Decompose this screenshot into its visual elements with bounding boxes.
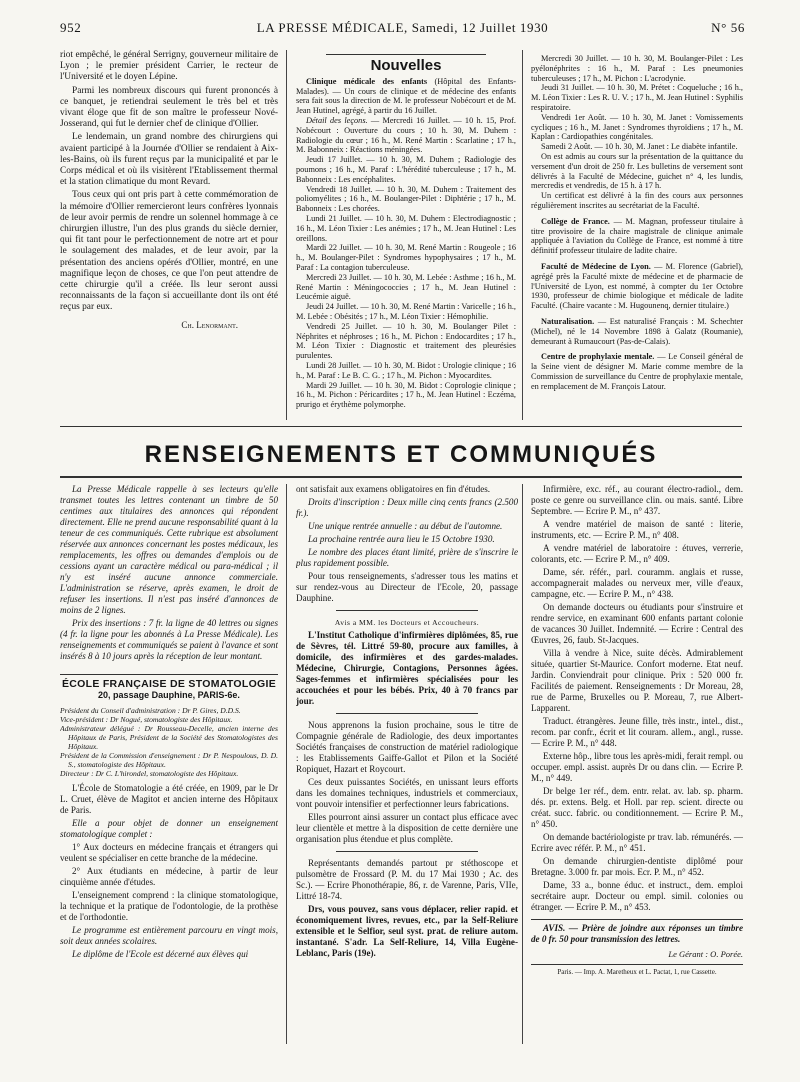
ecole-paragraph: L'enseignement comprend : la clinique stomatologique, la technique et la pratique de l'odontologie, de la prothèse et de l'orthodontie. [60,890,278,922]
clinic-place: (Hôpital des Enfants-Malades). [296,76,516,96]
lyon-heading: Faculté de Médecine de Lyon. [541,261,651,271]
classified-ad: Villa à vendre à Nice, suite décès. Admirablement située, quartier St-Maurice. Confort moderne. Etat neuf. Jardin. Conviendrait pour clinique. Prix : 520 000 fr. Facilités de paiement. Renseignements : Dr Moreau, 28, rue de Parme, Bruxelles ou P. Moreau, 7, rue Albert-Lapparent. [531,648,743,713]
separator-rule [336,851,478,852]
classified-ad: Externe hôp., libre tous les après-midi, ferait rempl. ou occuper. empl. assist. auprès Dr ou dans clin. — Ecrire P. M., n° 449. [531,751,743,783]
ecole-paragraph: 1° Aux docteurs en médecine français et étrangers qui veulent se spécialiser en cette branche de la médecine. [60,842,278,863]
ecole-paragraph: L'École de Stomatologie a été créée, en 1909, par le Dr L. Cruet, élève de Magitot et ancien interne des Hôpitaux de Paris. [60,783,278,815]
classified-ad: Dr belge 1er réf., dem. entr. relat. av. lab. sp. pharm. dés. pr. extens. Belg. et Holl. par rep. scient. directe ou créat. succ. fabric. ou conditionnement. — Ecrire P. M., n° 450. [531,786,743,829]
representants-ad: Représentants demandés partout pr stéthoscope et pulsomètre de Frossard (P. M. du 17 Mai 1930 ; Ac. des Sc.). — Ecrire Phonothérapie, 86, r. de Varenne, Paris, VIIe, Littré 18-74. [296,858,518,901]
section-rule [326,54,486,55]
lyon-item [531,262,743,311]
nouvelles-column [296,54,516,420]
lesson-entry: Jeudi 17 Juillet. — 10 h. 30, M. Duhem ; Radiologie des poumons ; 16 h., M. Paraf : L'hérédité tuberculeuse ; 17 h., M. Babonneix : Les encéphalites. [296,155,516,184]
clinic-announcement [296,77,516,116]
classified-ad: On demande bactériologiste pr trav. lab. rémunérés. — Ecrire avec référ. P. M., n° 451. [531,832,743,853]
classified-column [531,484,743,1044]
lesson-entry: Lundi 28 Juillet. — 10 h. 30, M. Bidot : Urologie clinique ; 16 h., M. Paraf : Le B. C. G. ; 17 h., M. Pichon : Myocardites. [296,360,516,380]
intro-paragraph: Parmi les nombreux discours qui furent prononcés à ce banquet, je retiendrai seulement le très bel et très vivant éloge que fit de son maître le professeur Nové-Josserand, qui fut le dernier chef de clinique d'Ollier. [60,85,278,130]
classified-ad: A vendre matériel de maison de santé : literie, instruments, etc. — Ecrire P. M., n° 408. [531,519,743,540]
ecole-paragraph: ont satisfait aux examens obligatoires en fin d'études. [296,484,491,494]
ecole-paragraph: La prochaine rentrée aura lieu le 15 Octobre 1930. [308,534,495,544]
notice-column [60,484,278,1044]
ecole-paragraph: Pour tous renseignements, s'adresser tous les matins et sur rendez-vous au Directeur de l'Ecole, 20, passage Dauphine. [296,571,518,603]
admission-text: On est admis au cours sur la présentation de la quittance du versement d'un droit de 250 fr. Les bulletins de versement sont délivrés à la Faculté de Médecine, guichet n° 4, les lundis, mercredis et vendredis, de 15 h. à 17 h. [531,151,743,191]
section-separator [60,426,742,427]
lyon-text: — M. Florence (Gabriel), agrégé près la Faculté mixte de médecine et de pharmacie de l'Université de Lyon, est nommé, à compter du 1er Octobre 1930, professeur de chimie biologique et médicale de ladite Faculté. (Chaire vacante : M. Hugounenq, dernier titulaire.) [531,261,743,311]
classified-ad: On demande chirurgien-dentiste diplômé pour Bretagne. 3.000 fr. par mois. Ecr. P. M., n° 452. [531,856,743,877]
certificate-text: Un certificat est délivré à la fin des cours aux personnes régulièrement inscrites au secrétariat de la Faculté. [531,191,743,210]
prices-text: Prix des insertions : 7 fr. la ligne de 40 lettres ou signes (4 fr. la ligne pour les abonnés à La Presse Médicale). Les renseignements et communiqués se paient à l'avance et sont insérés 8 à 10 jours après la réception de leur montant. [60,618,278,661]
intro-paragraph: riot empêché, le général Serrigny, gouverneur militaire de Lyon ; le premier président Carrier, le recteur de l'Université et le doyen Lépine. [60,50,278,83]
classified-ad: Infirmière, exc. réf., au courant électro-radiol., dem. poste ce genre ou surveillance clin. ou mais. santé. Libre Septembre. — Ecrire P. M., n° 437. [531,484,743,516]
imprint-line: Paris. — Imp. A. Maretheux et L. Pactat, 1, rue Cassette. [531,964,743,978]
signature: Ch. Lenormant. [181,319,238,330]
catholique-ad: L'Institut Catholique d'infirmières diplômées, 85, rue de Sèvres, tél. Littré 59-80, procure aux familles, à domicile, des infirmières et des gardes-malades. Médecine, Chirurgie, Contagions, Personnes âgées. Sages-femmes et infirmières spécialisées pour les accouchées et pour les bébés. Prix, 40 à 70 francs par jour. [296,630,518,706]
prophylaxie-item [531,352,743,391]
lesson-entry: Lundi 21 Juillet. — 10 h. 30, M. Duhem : Electrodiagnostic ; 16 h., M. Léon Tixier : Les anémies ; 17 h., M. Jean Hutinel : Les oreillons. [296,213,516,243]
staff-line: Président du Conseil d'administration : Dr P. Gires, D.D.S. [60,706,241,715]
page-number: 952 [60,20,82,35]
lesson-entry: Mardi 22 Juillet. — 10 h. 30, M. René Martin : Rougeole ; 16 h., M. Boulanger-Pilet : Syndromes hypophysaires ; 17 h., M. Paraf : La contagion tuberculeuse. [296,243,516,272]
avis-final: AVIS. — Prière de joindre aux réponses un timbre de 0 fr. 50 pour transmission des lettres. [531,923,743,944]
ecole-paragraph: Le diplôme de l'Ecole est décerné aux élèves qui [72,949,249,959]
ecole-paragraph: Une unique rentrée annuelle : au début de l'automne. [308,521,503,531]
detail-label: Détail des leçons. [306,115,368,125]
column-divider [522,50,523,420]
fusion-paragraph: Nous apprenons la fusion prochaine, sous le titre de Compagnie générale de Radiologie, des deux importantes Sociétés françaises de construction de matériel radiologique : les Etablissements Gaiffe-Gallot et Pilon et la Société Ropiquet, Hazart et Roycourt. [296,720,518,774]
page-header [60,20,745,38]
staff-line: Président de la Commission d'enseignement : Dr P. Nespoulous, D. D. S., stomatologiste des Hôpitaux. [60,751,278,769]
ecole-title: ÉCOLE FRANÇAISE DE STOMATOLOGIE [60,674,278,690]
ecole-paragraph: Elle a pour objet de donner un enseignement stomatologique complet : [60,818,278,839]
nouvelles-continued-column [531,54,743,420]
classified-ad: A vendre matériel de laboratoire : étuves, verrerie, colorants, etc. — Ecrire P. M., n° 409. [531,543,743,564]
ecole-paragraph: Le programme est entièrement parcouru en vingt mois, soit deux années scolaires. [60,925,278,946]
lesson-entry [296,116,516,155]
ecole-paragraph: 2° Aux étudiants en médecine, à partir de leur cinquième année d'études. [60,866,278,887]
intro-paragraph: Le lendemain, un grand nombre des chirurgiens qui avaient participé à la Journée d'Ollier se rendaient à Aix-les-Bains, où ils furent reçus par la municipalité et par le Corps médical et où ils visitèrent l'Etablissement thermal et la station climatique du mont Revard. [60,132,278,188]
avis-heading: Avis a MM. les Docteurs et Accoucheurs. [334,618,480,627]
clinic-heading: Clinique médicale des enfants [306,76,428,86]
issue-number: N° 56 [711,20,745,35]
college-item [531,217,743,256]
intro-paragraph: Tous ceux qui ont pris part à cette commémoration de la mémoire d'Ollier remercieront leurs confrères lyonnais de leur avoir permis de rendre un solennel hommage à ce chirurgien illustre, l'un des plus grands du siècle dernier, qui fit tant pour le perfectionnement de notre art et pour le soulagement des malades, et de leur avoir, par la présentation des anciens opérés d'Ollier, montré, en une magnifique leçon de choses, ce que l'on peut attendre de cette chirurgie qu'il a créée. Ils leur seront aussi reconnaissants de la façon si accueillante dont ils ont été reçus par eux. [60,190,278,313]
journal-title: LA PRESSE MÉDICALE, Samedi, 12 Juillet 1930 [256,20,549,35]
avis-box [531,919,743,945]
lesson-entry: Jeudi 24 Juillet. — 10 h. 30, M. René Martin : Varicelle ; 16 h., M. Lebée : Obésités ; 17 h., M. Léon Tixier : Hémophilie. [296,302,516,321]
lesson-text: — Mercredi 16 Juillet. — 10 h. 15, Prof. Nobécourt : Ouverture du cours ; 10 h. 30, M. Duhem : Radiologie du cœur ; 16 h., M. René Martin : Scarlatine ; 17 h., M. Babonneix : Réactions méningées. [296,115,516,155]
separator-rule [336,713,478,714]
clinic-intro: — Un cours de clinique et de médecine des enfants sera fait sous la direction de M. le professeur Nobécourt et de M. Jean Hutinel, agrégé, à partir du 16 Juillet. [296,86,516,116]
staff-line: Vice-président : Dr Nogué, stomatologiste des Hôpitaux. [60,715,233,724]
ecole-staff [60,706,278,778]
renseignements-title: RENSEIGNEMENTS ET COMMUNIQUÉS [144,441,658,468]
lesson-entry: Mercredi 30 Juillet. — 10 h. 30, M. Boulanger-Pilet : Les pyélonéphrites : 16 h., M. Paraf : Les pneumonies tuberculeuses ; 17 h., M. Pichon : L'acrodynie. [531,54,743,83]
prophylaxie-text: — Le Conseil général de la Seine vient de désigner M. Marie comme membre de la Commission de surveillance du Centre de prophylaxie mentale, en remplacement de M. François Latour. [531,352,743,391]
classified-ad: On demande docteurs ou étudiants pour s'instruire et rendre service, en examinant 600 enfants partant colonie de vacances 30 Juillet. Indemnité. — Ecrire : Central des Œuvres, 26, faub. St-Jacques. [531,602,743,645]
lesson-entry: Vendredi 25 Juillet. — 10 h. 30, M. Boulanger Pilet : Néphrites et néphroses ; 16 h., M. Pichon : Endocardites ; 17 h., M. Léon Tixier : Diagnostic et traitement des pleurésies purulentes. [296,321,516,361]
classified-ad: Dame, 33 a., bonne éduc. et instruct., dem. emploi secrétaire aupr. Docteur ou empl. simil. colonies ou étranger. — Ecrire P. M., n° 453. [531,880,743,912]
column-divider [522,484,523,1044]
staff-line: Administrateur délégué : Dr Rousseau-Decelle, ancien interne des Hôpitaux de Paris, Président de la Société des Stomatologistes des Hôpitaux. [60,724,278,751]
column-divider [286,50,287,420]
fusion-paragraph: Elles pourront ainsi assurer un contact plus efficace avec leur clientèle et mettre à la disposition de cette dernière une organisation plus étendue et plus complète. [296,812,518,844]
classified-ad: Dame, sér. référ., parl. couramm. anglais et russe, accompagnerait malades ou nerveux mer, ville d'eaux, campagne, etc. — Ecrire P. M., n° 438. [531,567,743,599]
column-divider [286,484,287,1044]
reliure-ad: Drs, vous pouvez, sans vous déplacer, relier rapid. et économiquement livres, revues, etc., par la Self-Reliure extensible et le Selfior, seul syst. prat. de reliure autom. instantané. S'adr. La Self-Reliure, 14, Villa Eugène-Leblanc, Paris (19e). [296,904,518,958]
staff-line: Directeur : Dr C. L'hirondel, stomatologiste des Hôpitaux. [60,769,239,778]
naturalisation-text: — Est naturalisé Français : M. Schechter (Michel), né le 14 Novembre 1898 à Galatz (Roumanie), demeurant à Rumaucourt (Pas-de-Calais). [531,316,743,346]
ecole-address: 20, passage Dauphine, PARIS-6e. [98,690,240,700]
lesson-entry: Vendredi 1er Août. — 10 h. 30, M. Janet : Vomissements cycliques ; 16 h., M. Janet : Syndromes thyroïdiens ; 17 h., M. Kaplan : Cardiopathies congénitales. [531,112,743,142]
college-heading: Collège de France. [541,216,610,226]
nouvelles-title: Nouvelles [370,57,442,74]
ecole-paragraph: Le nombre des places étant limité, prière de s'inscrire le plus rapidement possible. [296,547,518,568]
notice-text: La Presse Médicale rappelle à ses lecteurs qu'elle transmet toutes les lettres contenant un timbre de 50 centimes aux titulaires des annonces qui répondent directement. Elle ne prend aucune responsabilité quant à la teneur de ces communiqués. Cette rubrique est absolument réservée aux annonces concernant les postes médicaux, les remplacements, les offres ou demandes d'emplois ou de cessions ayant un caractère médical ou para-médical ; il n'y est inséré aucune annonce commerciale. L'administration se réserve, après examen, le droit de refuser les insertions. Il n'est pas inséré d'annonces de moins de 2 lignes. [60,484,278,615]
gerant-line: Le Gérant : O. Porée. [668,949,743,959]
lesson-entry: Jeudi 31 Juillet. — 10 h. 30, M. Prétet : Coqueluche ; 16 h., M. Léon Tixier : Les R. U. V. ; 17 h., M. Jean Hutinel : Syphilis respiratoire. [531,83,743,112]
lesson-entry: Mercredi 23 Juillet. — 10 h. 30, M. Lebée : Asthme ; 16 h., M. René Martin : Méningococcies ; 17 h., M. Jean Hutinel : Leucémie aiguë. [296,272,516,302]
intro-column [60,50,278,418]
ecole-paragraph: Droits d'inscription : Deux mille cinq cents francs (2.500 fr.). [296,497,518,518]
college-text: — M. Magnan, professeur titulaire à titre provisoire de la chaire magistrale de clinique animale appliquée à l'aviation du Collège de France, est nommé à titre définitif professeur titulaire de ladite chaire. [531,216,743,256]
lesson-entry: Samedi 2 Août. — 10 h. 30, M. Janet : Le diabète infantile. [541,142,738,152]
communiques-column [296,484,518,1044]
separator-rule [336,610,478,611]
lesson-entry: Vendredi 18 Juillet. — 10 h. 30, M. Duhem : Traitement des poliomyélites ; 16 h., M. Boulanger-Pilet : Diphtérie ; 17 h., M. Babonneix : Les chorées. [296,184,516,214]
prophylaxie-heading: Centre de prophylaxie mentale. [541,352,655,362]
lesson-entry: Mardi 29 Juillet. — 10 h. 30, M. Bidot : Coprologie clinique ; 16 h., M. Pichon : Péricardites ; 17 h., M. Jean Hutinel : Eczéma, prurigo et érythème polymorphe. [296,380,516,410]
classified-ad: Traduct. étrangères. Jeune fille, très instr., intel., dist., recom. par confr., écrit et lit couram. allem., angl., russe. — Ecrire P. M., n° 448. [531,716,743,748]
section-separator [60,476,742,478]
naturalisation-heading: Naturalisation. [541,316,595,326]
naturalisation-item [531,317,743,346]
fusion-paragraph: Ces deux puissantes Sociétés, en unissant leurs efforts dans les domaines techniques, industriels et commerciaux, vont pouvoir intensifier et perfectionner leurs fabrications. [296,777,518,809]
